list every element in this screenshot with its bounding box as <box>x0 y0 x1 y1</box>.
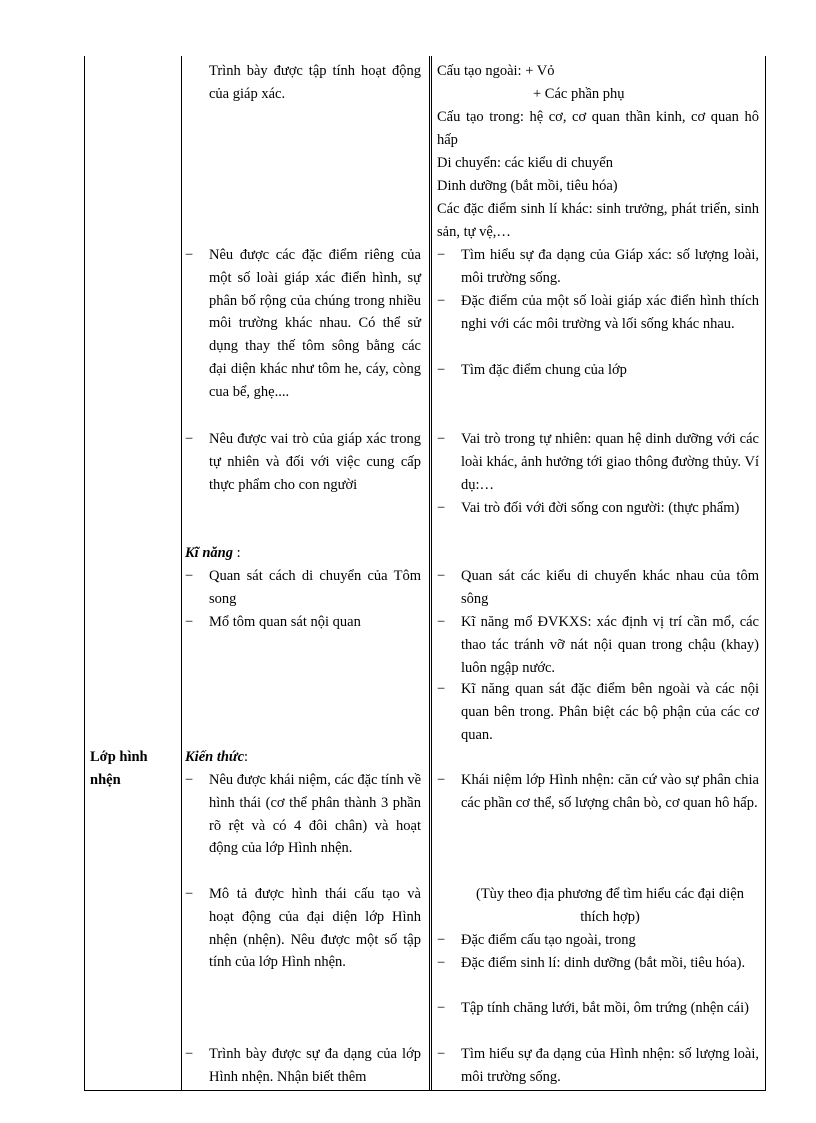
content-line: Các đặc điểm sinh lí khác: sinh trưởng, phát triển, sinh sản, tự vệ,… <box>437 201 759 240</box>
content-text: Quan sát các kiểu di chuyển khác nhau của tôm sông <box>461 568 759 607</box>
content-text: Kĩ năng mổ ĐVKXS: xác định vị trí cần mổ, các thao tác tránh vỡ nát nội quan trong chậu (khay) luôn ngập nước. <box>461 614 759 676</box>
dash-bullet: − <box>437 362 446 378</box>
dash-bullet: − <box>437 500 446 516</box>
knowledge-heading <box>185 746 421 769</box>
objective-list-item <box>185 1043 421 1089</box>
content-text: Đặc điểm sinh lí: dinh dưỡng (bắt mồi, tiêu hóa). <box>461 955 746 971</box>
content-text: Tìm hiểu sự đa dạng của Hình nhện: số lượng loài, môi trường sống. <box>461 1046 759 1085</box>
dash-bullet: − <box>437 1000 446 1016</box>
skills-heading-colon: : <box>232 545 241 561</box>
column-divider-2a <box>429 56 430 1091</box>
knowledge-heading-colon: : <box>244 749 249 765</box>
content-list-item <box>437 929 759 952</box>
objective-list-item <box>185 244 421 404</box>
skill-list-item <box>185 565 421 611</box>
dash-bullet: − <box>185 431 194 447</box>
content-table <box>84 56 766 1091</box>
section-label: Lớp hình nhện <box>90 749 148 788</box>
objective-list-item <box>185 428 421 496</box>
content-list-item <box>437 290 759 336</box>
objective-list-item <box>185 883 421 974</box>
content-list-item <box>437 997 759 1020</box>
dash-bullet: − <box>437 955 446 971</box>
content-text: Vai trò đối với đời sống con người: (thực phẩm) <box>461 500 740 516</box>
dash-bullet: − <box>185 1046 194 1062</box>
objective-text: Mô tả được hình thái cấu tạo và hoạt động của đại diện lớp Hình nhện (nhện). Nêu được một số tập tính của lớp Hình nhện. <box>209 886 421 971</box>
skills-heading-text: Kĩ năng <box>185 545 233 561</box>
dash-bullet: − <box>437 614 446 630</box>
skills-heading <box>185 542 421 565</box>
dash-bullet: − <box>437 431 446 447</box>
content-line: Cấu tạo trong: hệ cơ, cơ quan thần kinh, cơ quan hô hấp <box>437 109 759 148</box>
dash-bullet: − <box>185 247 194 263</box>
note-text: (Tùy theo địa phương để tìm hiểu các đại diện thích hợp) <box>476 886 744 925</box>
content-text: Đặc điểm cấu tạo ngoài, trong <box>461 932 636 948</box>
objectives-column <box>185 56 421 1090</box>
content-list-item <box>437 1043 759 1089</box>
skill-text: Mổ tôm quan sát nội quan <box>209 614 361 630</box>
dash-bullet: − <box>437 681 446 697</box>
content-list-item <box>437 428 759 496</box>
content-list-item <box>437 611 759 679</box>
dash-bullet: − <box>437 772 446 788</box>
table-border-left <box>84 56 85 1091</box>
content-line: Di chuyển: các kiểu di chuyển <box>437 155 613 171</box>
content-line: Dinh dưỡng (bắt mồi, tiêu hóa) <box>437 178 618 194</box>
dash-bullet: − <box>437 568 446 584</box>
table-border-right <box>765 56 766 1091</box>
content-list-item <box>437 769 759 815</box>
content-list-item <box>437 678 759 746</box>
dash-bullet: − <box>185 886 194 902</box>
knowledge-heading-text: Kiến thức <box>185 749 245 765</box>
dash-bullet: − <box>437 293 446 309</box>
content-text: Đặc điểm của một số loài giáp xác điển hình thích nghi với các môi trường và lối sống khác nhau. <box>461 293 759 332</box>
skill-list-item <box>185 611 421 634</box>
objective-text: Trình bày được sự đa dạng của lớp Hình nhện. Nhận biết thêm <box>209 1046 421 1085</box>
table-border-bottom <box>84 1090 766 1091</box>
objective-text: Nêu được khái niệm, các đặc tính về hình thái (cơ thể phân thành 3 phần rõ rệt và có 4 đôi chân) và hoạt động của lớp Hình nhện. <box>209 772 421 857</box>
content-text: Vai trò trong tự nhiên: quan hệ dinh dưỡng với các loài khác, ảnh hưởng tới giao thông đường thủy. Ví dụ:… <box>461 431 759 493</box>
objective-list-item <box>185 769 421 860</box>
content-text: Kĩ năng quan sát đặc điểm bên ngoài và các nội quan bên trong. Phân biệt các bộ phận của các cơ quan. <box>461 681 759 743</box>
content-text: Tập tính chăng lưới, bắt mồi, ôm trứng (nhện cái) <box>461 1000 749 1016</box>
column-divider-2b <box>431 56 432 1091</box>
dash-bullet: − <box>185 614 194 630</box>
content-list-item <box>437 244 759 290</box>
content-list-item <box>437 565 759 611</box>
dash-bullet: − <box>437 932 446 948</box>
content-text: Tìm đặc điểm chung của lớp <box>461 362 627 378</box>
section-label-cell <box>90 746 178 792</box>
objective-behavior: Trình bày được tập tính hoạt động của giáp xác. <box>209 63 421 102</box>
content-column <box>437 56 759 1090</box>
content-list-item <box>437 497 759 520</box>
dash-bullet: − <box>437 247 446 263</box>
column-divider-1 <box>181 56 182 1091</box>
objective-text: Nêu được các đặc điểm riêng của một số loài giáp xác điển hình, sự phân bố rộng của chúng trong nhiều môi trường khác nhau. Có thể sử dụng thay thế tôm sông bằng các đại diện khác như tôm he, cáy, còng cua bể, ghẹ.... <box>209 247 421 400</box>
dash-bullet: − <box>185 568 194 584</box>
dash-bullet: − <box>437 1046 446 1062</box>
content-text: Tìm hiểu sự đa dạng của Giáp xác: số lượng loài, môi trường sống. <box>461 247 759 286</box>
content-line: + Các phần phụ <box>533 86 625 102</box>
content-list-item <box>437 952 759 975</box>
content-line: Cấu tạo ngoài: + Vỏ <box>437 63 555 79</box>
content-text: Khái niệm lớp Hình nhện: căn cứ vào sự phân chia các phần cơ thể, số lượng chân bò, cơ quan hô hấp. <box>461 772 759 811</box>
dash-bullet: − <box>185 772 194 788</box>
skill-text: Quan sát cách di chuyển của Tôm song <box>209 568 421 607</box>
content-list-item <box>437 359 759 382</box>
objective-text: Nêu được vai trò của giáp xác trong tự nhiên và đối với việc cung cấp thực phẩm cho con người <box>209 431 421 493</box>
